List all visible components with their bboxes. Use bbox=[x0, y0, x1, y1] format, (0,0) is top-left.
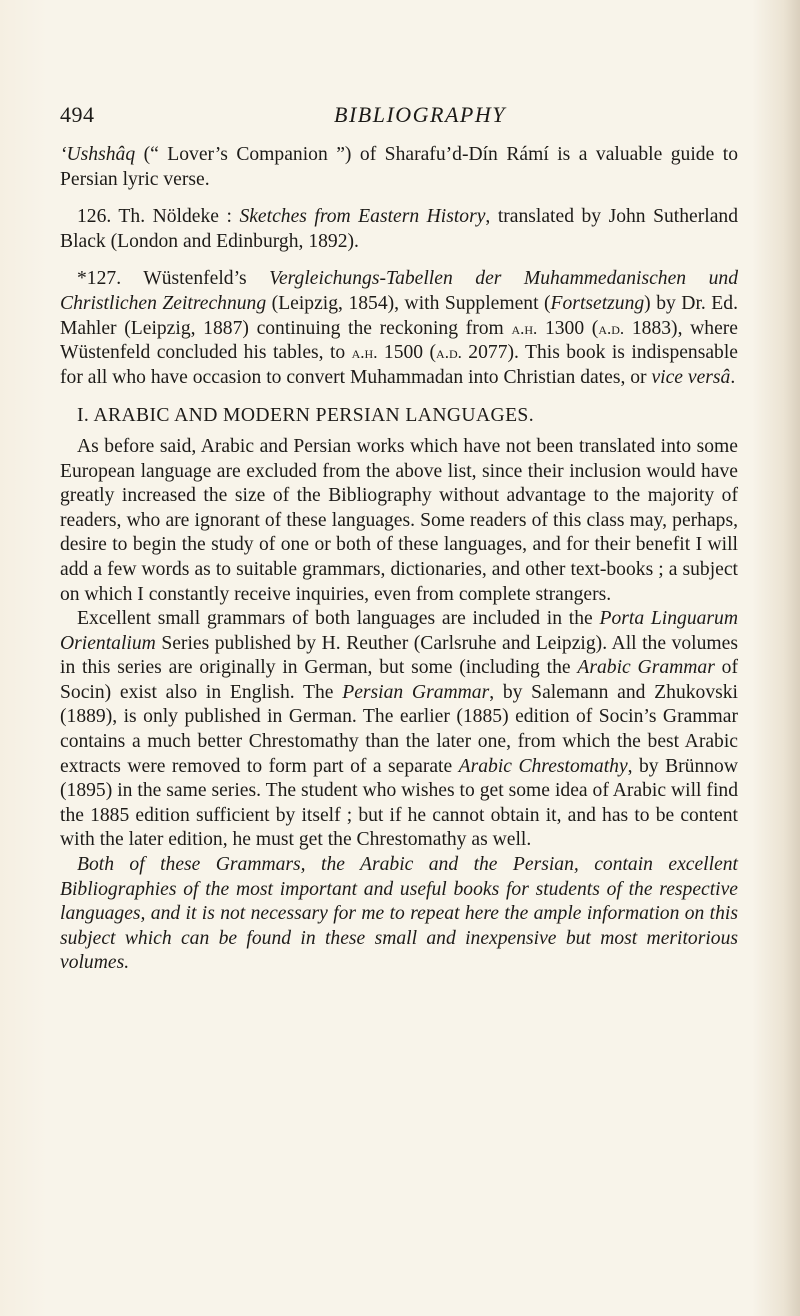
entry-127-text: 2077). This book is indispensable for all who have occasion to convert Muhammadan into Christian dates, or bbox=[60, 342, 738, 388]
entry-127 bbox=[60, 267, 738, 390]
paragraph-2 bbox=[60, 607, 738, 853]
paragraph-3-text: Both of these Grammars, the Arabic and the Persian, contain excellent Bibliographies of the most important and useful books for students of the respective languages, and it is not necessary for me to repeat here the ample information on this subject which can be found in these small and inexpensive but most meritorious volumes. bbox=[60, 854, 738, 974]
entry-127-number: *127. Wüstenfeld’s bbox=[77, 268, 270, 290]
arabic-grammar-title: Arabic Grammar bbox=[577, 657, 715, 679]
persian-grammar-title: Persian Grammar bbox=[342, 681, 490, 703]
entry-127-title: Vergleichungs-Tabellen der Muhammedanischen und Christlichen Zeitrechnung bbox=[60, 268, 738, 314]
paragraph-2-text: Excellent small grammars of both languages are included in the bbox=[77, 608, 600, 630]
entry-127-text: 1300 ( bbox=[537, 317, 599, 339]
porta-linguarum-title: Porta Linguarum Orientalium bbox=[60, 608, 738, 654]
paragraph-1: As before said, Arabic and Persian works which have not been translated into some European language are excluded from the above list, since their inclusion would have greatly increased the size of the Bibliography without advantage to the majority of readers, who are ignorant of these languages. Some readers of this class may, perhaps, desire to begin the study of one or both of these languages, and for their benefit I will add a few words as to suitable grammars, dictionaries, and other text-books ; a subject on which I constantly receive inquiries, even from complete strangers. bbox=[60, 435, 738, 605]
running-head: BIBLIOGRAPHY bbox=[334, 102, 506, 127]
body-text bbox=[60, 143, 738, 976]
entry-127-text: ) by Dr. Ed. Mahler (Leipzig, 1887) continuing the reckoning from bbox=[60, 292, 738, 339]
page-header bbox=[60, 100, 740, 140]
entry-127-text: (Leipzig, 1854), with Supplement ( bbox=[266, 292, 551, 314]
vice-versa: vice versâ bbox=[651, 366, 731, 388]
section-heading: I. ARABIC AND MODERN PERSIAN LANGUAGES. bbox=[77, 405, 535, 427]
entry-127-text: . bbox=[730, 366, 736, 388]
era-abbrev: a.d. bbox=[598, 318, 625, 338]
paragraph-2-text: Series published by H. Reuther (Carlsruhe and Leipzig). All the volumes in this series are originally in German, but some (including the bbox=[60, 632, 738, 679]
entry-126-title: Sketches from Eastern History bbox=[239, 206, 486, 228]
page-number: 494 bbox=[60, 102, 95, 127]
entry-125-title: ‘Ushshâq bbox=[60, 144, 136, 165]
paragraph-2-text: , by Brünnow (1895) in the same series. The student who wishes to get some idea of Arabic will find the 1885 edition sufficient by itself ; but if he cannot obtain it, and has to be content with the later edition, he must get the Chrestomathy as well. bbox=[60, 755, 738, 851]
paragraph-2-text: , by Salemann and Zhukovski (1889), is only published in German. The earlier (1885) edition of Socin’s Grammar contains a much better Chrestomathy than the later one, from which the best Arabic extracts were removed to form part of a separate bbox=[60, 681, 739, 777]
entry-126 bbox=[60, 205, 738, 254]
entry-125-text: (“ Lover’s Companion ”) of Sharafu’d-Dín Rámí is a valuable guide to Persian lyric verse. bbox=[60, 144, 738, 190]
era-abbrev: a.h. bbox=[511, 318, 538, 338]
arabic-chrestomathy-title: Arabic Chrestomathy bbox=[458, 755, 628, 777]
era-abbrev: a.h. bbox=[351, 343, 378, 363]
entry-127-text: 1500 ( bbox=[377, 342, 437, 364]
entry-126-text: , translated by John Sutherland Black (London and Edinburgh, 1892). bbox=[60, 206, 738, 252]
paragraph-3 bbox=[60, 853, 738, 976]
entry-126-number: 126. Th. Nöldeke : bbox=[77, 206, 240, 228]
era-abbrev: a.d. bbox=[436, 343, 462, 363]
entry-127-text: 1883), where Wüstenfeld concluded his tables, to bbox=[60, 317, 739, 364]
entry-125-continuation bbox=[60, 143, 738, 192]
entry-127-fortsetzung: Fortsetzung bbox=[550, 292, 645, 314]
paragraph-2-text: of Socin) exist also in English. The bbox=[60, 657, 739, 703]
